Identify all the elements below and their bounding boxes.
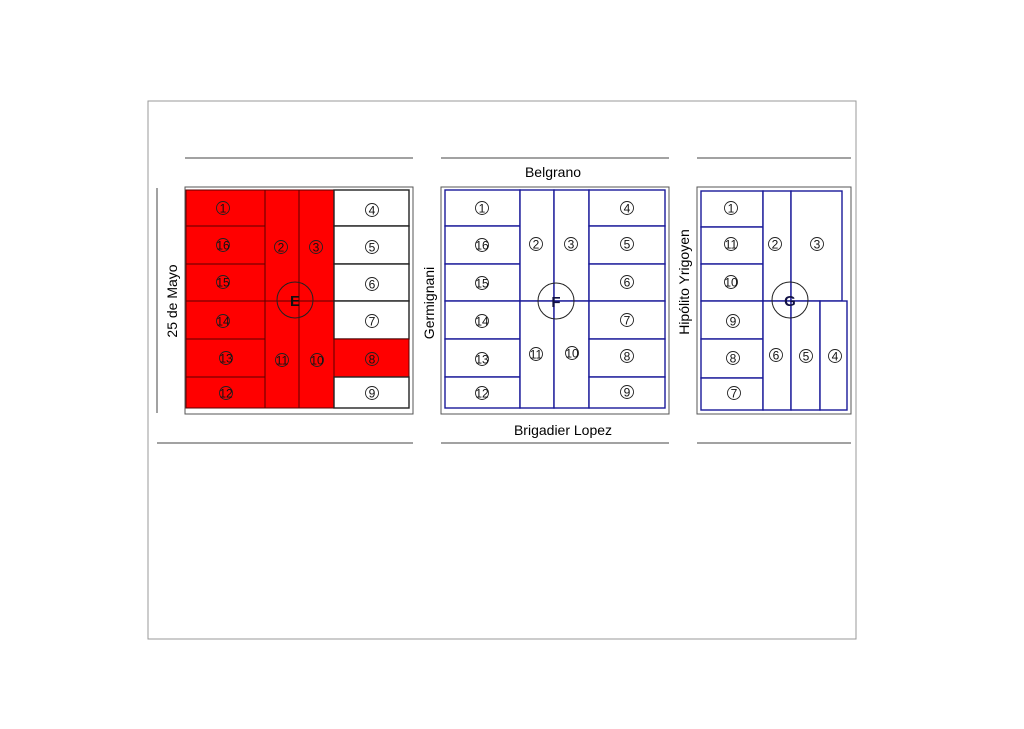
lot-number: 10: [724, 275, 738, 290]
lot-f-8[interactable]: [589, 339, 665, 377]
lot-e-15[interactable]: [186, 264, 265, 301]
lot-e-14[interactable]: [186, 301, 265, 339]
lot-number: 3: [567, 237, 575, 252]
lot-number: 13: [219, 351, 233, 366]
lot-number: 11: [724, 237, 738, 252]
lot-number: 6: [772, 348, 780, 363]
lot-number: 2: [771, 237, 779, 252]
lot-number: 3: [813, 237, 821, 252]
lot-number: 13: [475, 352, 489, 367]
lot-number: 4: [368, 203, 376, 218]
lot-f-3[interactable]: [554, 190, 589, 301]
block-label: E: [289, 293, 301, 310]
blocks-layer: [185, 187, 851, 414]
lot-f-14[interactable]: [445, 301, 520, 339]
lot-e-12[interactable]: [186, 377, 265, 408]
lot-g-9[interactable]: [701, 301, 763, 339]
block-e: [185, 187, 413, 414]
lot-f-15[interactable]: [445, 264, 520, 301]
block-f: [441, 187, 669, 414]
lot-number: 7: [730, 386, 738, 401]
lot-number: 16: [216, 238, 230, 253]
street-name-yrigoyen: Hipólito Yrigoyen: [676, 229, 692, 335]
lot-number: 8: [368, 352, 376, 367]
lot-number: 11: [529, 347, 543, 362]
lot-g-2[interactable]: [763, 191, 791, 301]
lot-number: 6: [368, 277, 376, 292]
lot-number: 16: [475, 238, 489, 253]
lot-f-10[interactable]: [554, 301, 589, 408]
lot-number: 15: [475, 276, 489, 291]
street-name-left: 25 de Mayo: [164, 264, 180, 338]
lot-number: 4: [623, 201, 631, 216]
lot-f-5[interactable]: [589, 226, 665, 264]
lot-number: 7: [368, 314, 376, 329]
lot-number: 14: [216, 314, 230, 329]
lot-e-5[interactable]: [334, 226, 409, 264]
lot-number: 15: [216, 275, 230, 290]
lot-g-8[interactable]: [701, 339, 763, 378]
lot-number: 6: [623, 275, 631, 290]
lot-g-11[interactable]: [701, 227, 763, 264]
block-g: [697, 187, 851, 414]
lot-f-16[interactable]: [445, 226, 520, 264]
lot-number: 10: [310, 353, 324, 368]
lot-number: 1: [478, 201, 486, 216]
lot-f-4[interactable]: [589, 190, 665, 226]
lot-g-10[interactable]: [701, 264, 763, 301]
lot-number: 12: [475, 386, 489, 401]
lot-number: 9: [729, 314, 737, 329]
lot-g-4[interactable]: [820, 301, 847, 410]
lot-e-8[interactable]: [334, 339, 409, 377]
lot-number: 2: [277, 240, 285, 255]
lot-e-16[interactable]: [186, 226, 265, 264]
lot-number: 9: [368, 386, 376, 401]
lot-g-1[interactable]: [701, 191, 763, 227]
lot-number: 1: [219, 201, 227, 216]
lot-g-7[interactable]: [701, 378, 763, 410]
lot-number: 10: [565, 346, 579, 361]
street-name-bottom: Brigadier Lopez: [513, 422, 613, 438]
lot-e-4[interactable]: [334, 190, 409, 226]
lot-number: 5: [802, 349, 810, 364]
lot-e-6[interactable]: [334, 264, 409, 301]
lot-number: 1: [727, 201, 735, 216]
lot-e-9[interactable]: [334, 377, 409, 408]
lot-f-6[interactable]: [589, 264, 665, 301]
lot-number: 9: [623, 385, 631, 400]
lot-f-1[interactable]: [445, 190, 520, 226]
lot-number: 8: [623, 349, 631, 364]
lot-f-9[interactable]: [589, 377, 665, 408]
street-name-top: Belgrano: [524, 164, 582, 180]
lot-e-11[interactable]: [265, 301, 299, 408]
lot-number: 14: [475, 314, 489, 329]
lot-number: 7: [623, 313, 631, 328]
lot-number: 4: [831, 349, 839, 364]
lot-e-7[interactable]: [334, 301, 409, 339]
street-name-germignani: Germignani: [421, 266, 437, 340]
block-label: G: [784, 293, 796, 310]
lot-e-2[interactable]: [265, 190, 299, 301]
lot-e-1[interactable]: [186, 190, 265, 226]
lot-number: 2: [532, 237, 540, 252]
lot-number: 8: [729, 351, 737, 366]
lot-f-7[interactable]: [589, 301, 665, 339]
lot-number: 5: [368, 240, 376, 255]
lot-f-12[interactable]: [445, 377, 520, 408]
lot-number: 3: [312, 240, 320, 255]
lot-e-13[interactable]: [186, 339, 265, 377]
lot-number: 11: [275, 353, 289, 368]
lot-e-10[interactable]: [299, 301, 334, 408]
lot-f-13[interactable]: [445, 339, 520, 377]
lot-number: 5: [623, 237, 631, 252]
lot-number: 12: [219, 386, 233, 401]
block-label: F: [551, 294, 561, 311]
